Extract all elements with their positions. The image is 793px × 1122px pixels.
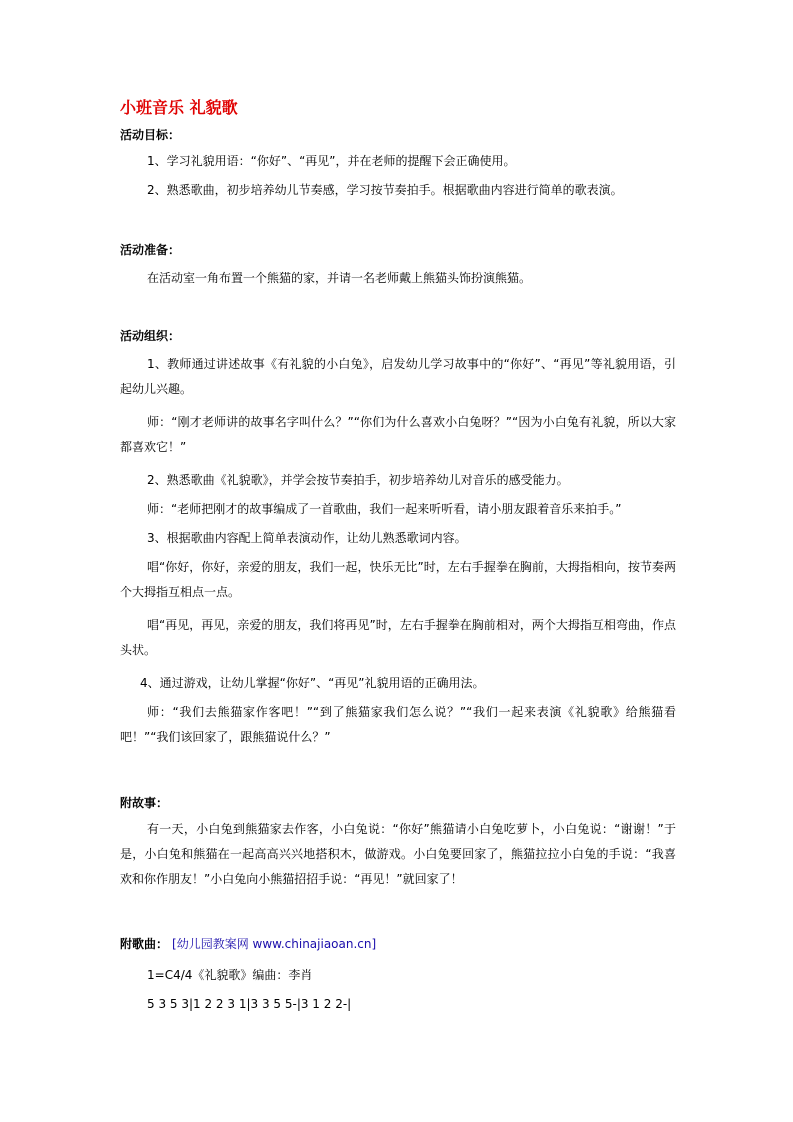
song-heading-line <box>120 935 376 952</box>
prep-heading: 活动准备： <box>120 243 181 257</box>
prep-text: 在活动室一角布置一个熊猫的家，并请一名老师戴上熊猫头饰扮演熊猫。 <box>147 271 532 285</box>
story-text: 有一天，小白兔到熊猫家去作客，小白兔说：“你好”熊猫请小白兔吃萝卜，小白兔说：“谢谢！”于是，小白兔和熊猫在一起高高兴兴地搭积木，做游戏。小白兔要回家了，熊猫拉拉小白兔的手说：“我喜欢和你作朋友！”小白兔向小熊猫招招手说：“再见！”就回家了！ <box>120 822 676 886</box>
source-link[interactable]: [幼儿园教案网 www.chinajiaoan.cn] <box>172 937 377 951</box>
song-key-line: 1=C4/4《礼貌歌》编曲：李肖 <box>147 968 313 982</box>
org-paragraph: 唱“再见，再见，亲爱的朋友，我们将再见”时，左右手握拳在胸前相对，两个大拇指互相弯曲，作点头状。 <box>120 618 677 657</box>
org-paragraph: 唱“你好，你好，亲爱的朋友，我们一起，快乐无比”时，左右手握拳在胸前，大拇指相向，按节奏两个大拇指互相点一点。 <box>120 560 677 599</box>
goals-heading: 活动目标： <box>120 128 181 142</box>
song-notation: 5 3 5 3|1 2 2 3 1|3 3 5 5-|3 1 2 2-| <box>147 997 352 1011</box>
org-paragraph: 2、熟悉歌曲《礼貌歌》，并学会按节奏拍手，初步培养幼儿对音乐的感受能力。 <box>147 473 569 487</box>
org-paragraph: 3、根据歌曲内容配上简单表演动作，让幼儿熟悉歌词内容。 <box>147 531 467 545</box>
story-heading: 附故事： <box>120 796 169 810</box>
org-paragraph: 师：“刚才老师讲的故事名字叫什么？”“你们为什么喜欢小白兔呀？”“因为小白兔有礼貌，所以大家都喜欢它！” <box>120 415 676 454</box>
org-paragraph: 4、通过游戏，让幼儿掌握“你好”、“再见”礼貌用语的正确用法。 <box>140 676 485 690</box>
song-heading: 附歌曲： <box>120 937 169 951</box>
goal-item: 1、学习礼貌用语：“你好”、“再见”，并在老师的提醒下会正确使用。 <box>147 154 516 168</box>
org-heading: 活动组织： <box>120 329 181 343</box>
org-paragraph: 1、教师通过讲述故事《有礼貌的小白兔》，启发幼儿学习故事中的“你好”、“再见”等礼貌用语，引起幼儿兴趣。 <box>120 357 676 396</box>
page-title: 小班音乐 礼貌歌 <box>120 98 238 117</box>
goal-item: 2、熟悉歌曲，初步培养幼儿节奏感，学习按节奏拍手。根据歌曲内容进行简单的歌表演。 <box>147 183 623 197</box>
org-paragraph: 师：“我们去熊猫家作客吧！”“到了熊猫家我们怎么说？”“我们一起来表演《礼貌歌》给熊猫看吧！”“我们该回家了，跟熊猫说什么？” <box>120 705 676 744</box>
org-paragraph: 师：“老师把刚才的故事编成了一首歌曲，我们一起来听听看，请小朋友跟着音乐来拍手。” <box>147 502 622 516</box>
